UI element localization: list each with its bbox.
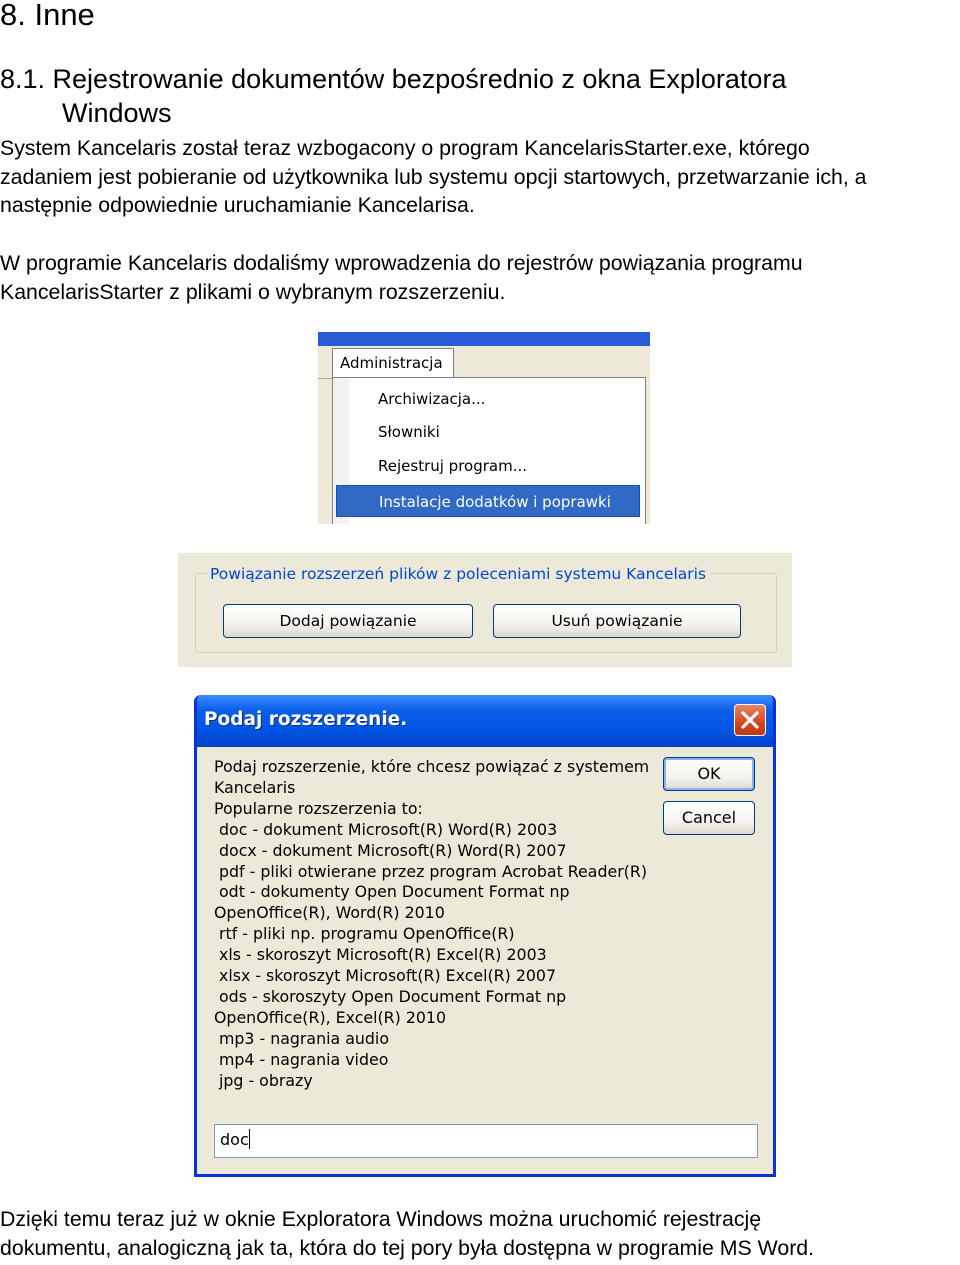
paragraph-line: KancelarisStarter z plikami o wybranym rozszerzeniu. — [0, 279, 506, 304]
extension-input-value: doc — [220, 1130, 249, 1149]
closing-paragraph — [0, 1205, 960, 1262]
association-screenshot — [178, 553, 792, 667]
close-icon — [735, 705, 765, 735]
subsection-title-line: 8.1. Rejestrowanie dokumentów bezpośrednio z okna Exploratora — [0, 64, 787, 94]
message-line: rtf - pliki np. programu OpenOffice(R) — [219, 924, 515, 944]
extension-dialog — [194, 695, 776, 1177]
paragraph-line: System Kancelaris został teraz wzbogacony o program KancelarisStarter.exe, którego — [0, 136, 810, 160]
extension-input[interactable] — [214, 1124, 758, 1158]
paragraph-line: następnie odpowiednie uruchamianie Kancelarisa. — [0, 193, 475, 217]
paragraph-line: dokumentu, analogiczną jak ta, która do tej pory była dostępna w programie MS Word. — [0, 1235, 815, 1260]
message-line: Podaj rozszerzenie, które chcesz powiązać z systemem — [214, 757, 650, 776]
menu-screenshot — [318, 332, 650, 524]
message-line: odt - dokumenty Open Document Format np — [219, 882, 570, 902]
window-titlebar-strip — [318, 332, 650, 346]
background-window-edge — [646, 377, 650, 524]
message-line: OpenOffice(R), Excel(R) 2010 — [214, 1007, 447, 1027]
message-line: ods - skoroszyty Open Document Format np — [219, 986, 567, 1006]
menu-administracja[interactable]: Administracja — [332, 348, 454, 378]
message-line: docx - dokument Microsoft(R) Word(R) 2007 — [219, 840, 567, 860]
message-line: pdf - pliki otwierane przez program Acrobat Reader(R) — [219, 861, 647, 881]
remove-association-button[interactable]: Usuń powiązanie — [493, 604, 741, 638]
menu-item-slowniki[interactable]: Słowniki — [378, 423, 440, 441]
close-button[interactable] — [734, 704, 766, 736]
text-caret — [249, 1129, 250, 1149]
message-line: xlsx - skoroszyt Microsoft(R) Excel(R) 2007 — [219, 966, 557, 986]
menu-item-archiwizacja[interactable]: Archiwizacja... — [378, 390, 486, 408]
intro-paragraph — [0, 134, 960, 220]
paragraph-line: W programie Kancelaris dodaliśmy wprowadzenia do rejestrów powiązania programu — [0, 251, 803, 275]
dialog-title: Podaj rozszerzenie. — [204, 709, 408, 730]
association-group-legend: Powiązanie rozszerzeń plików z poleceniami systemu Kancelaris — [206, 563, 710, 585]
paragraph-line: zadaniem jest pobieranie od użytkownika lub systemu opcji startowych, przetwarzanie ich, a — [0, 164, 867, 189]
cancel-button[interactable]: Cancel — [663, 801, 755, 835]
menu-dropdown — [332, 377, 646, 524]
menu-item-rejestruj-program[interactable]: Rejestruj program... — [378, 457, 528, 475]
message-line: doc - dokument Microsoft(R) Word(R) 2003 — [219, 819, 558, 839]
paragraph-line: Dzięki temu teraz już w oknie Exploratora Windows można uruchomić rejestrację — [0, 1207, 762, 1231]
message-line: mp3 - nagrania audio — [219, 1028, 389, 1048]
add-association-button[interactable]: Dodaj powiązanie — [223, 604, 473, 638]
message-line: jpg - obrazy — [219, 1070, 313, 1090]
ok-button[interactable]: OK — [663, 757, 755, 791]
section-title: 8. Inne — [0, 0, 95, 32]
message-line: mp4 - nagrania video — [219, 1049, 389, 1069]
message-line: Popularne rozszerzenia to: — [214, 798, 423, 818]
registry-paragraph — [0, 249, 960, 306]
subsection-title — [0, 62, 786, 130]
menu-item-instalacje-dodatkow[interactable]: Instalacje dodatków i poprawki — [336, 485, 640, 517]
dialog-titlebar — [194, 695, 776, 747]
dialog-message — [214, 757, 649, 1092]
message-line: OpenOffice(R), Word(R) 2010 — [214, 903, 445, 923]
message-line: xls - skoroszyt Microsoft(R) Excel(R) 2003 — [219, 945, 547, 965]
subsection-title-line: Windows — [62, 98, 172, 128]
message-line: Kancelaris — [214, 777, 296, 797]
